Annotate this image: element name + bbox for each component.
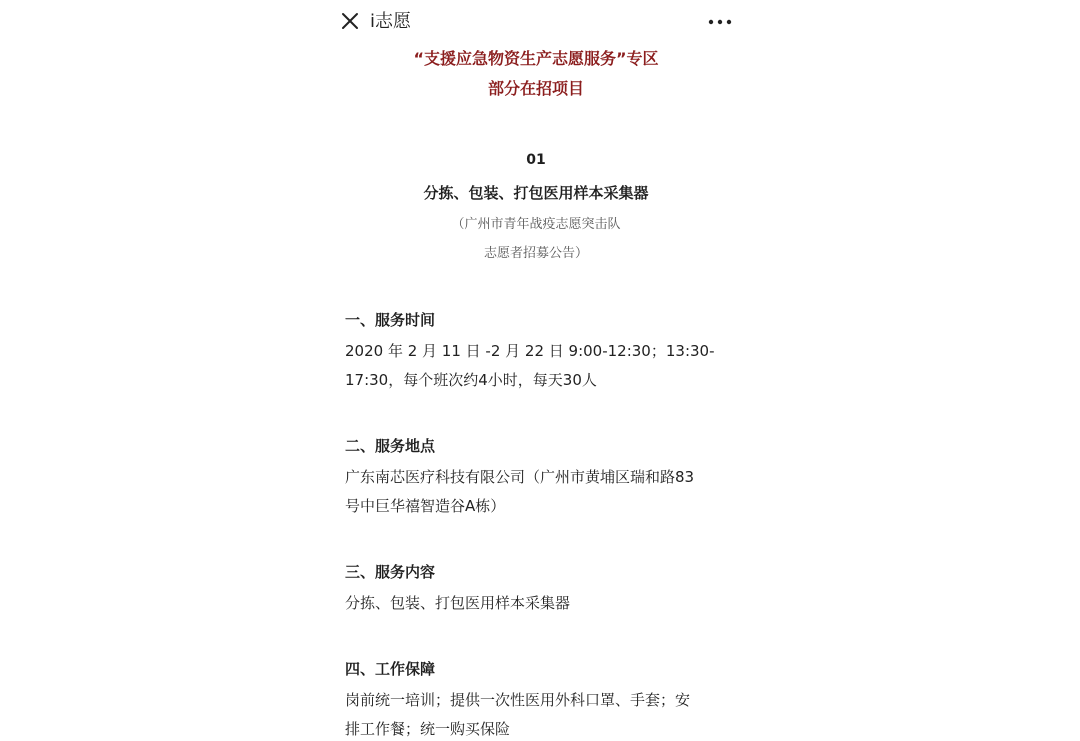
section-body-work-guarantee xyxy=(345,686,740,741)
zone-title: “支援应急物资生产志愿服务”专区 xyxy=(413,49,659,68)
project-number: 01 xyxy=(526,152,546,168)
more-button[interactable] xyxy=(706,10,734,34)
section-body-service-time xyxy=(345,337,740,395)
section-title-work-guarantee: 四、工作保障 xyxy=(345,660,436,678)
section-line: 岗前统一培训；提供一次性医用外科口罩、手套；安 xyxy=(345,691,691,709)
section-line: 分拣、包装、打包医用样本采集器 xyxy=(345,594,571,612)
close-button[interactable] xyxy=(338,9,362,33)
section-body-service-content xyxy=(345,589,740,618)
project-note-line-2: 志愿者招募公告） xyxy=(483,246,588,261)
section-line: 17:30，每个班次约4小时，每天30人 xyxy=(345,371,597,389)
section-line: 排工作餐；统一购买保险 xyxy=(345,720,511,738)
section-title-service-content: 三、服务内容 xyxy=(345,563,436,581)
section-line: 广东南芯医疗科技有限公司（广州市黄埔区瑞和路83 xyxy=(345,468,695,486)
article-content xyxy=(345,44,740,741)
project-title: 分拣、包装、打包医用样本采集器 xyxy=(423,184,649,202)
app-title: i志愿 xyxy=(370,11,412,32)
project-note-line-1: （广州市青年战疫志愿突击队 xyxy=(451,217,621,232)
section-line: 2020 年 2 月 11 日 -2 月 22 日 9:00-12:30；13:30- xyxy=(345,342,715,360)
zone-subtitle: 部分在招项目 xyxy=(487,79,584,98)
section-title-service-time: 一、服务时间 xyxy=(345,311,436,329)
more-icon xyxy=(706,10,734,34)
section-title-service-location: 二、服务地点 xyxy=(345,437,436,455)
section-body-service-location xyxy=(345,463,740,521)
top-bar xyxy=(330,0,750,44)
close-icon xyxy=(338,9,362,33)
section-line: 号中巨华禧智造谷A栋） xyxy=(345,497,506,515)
